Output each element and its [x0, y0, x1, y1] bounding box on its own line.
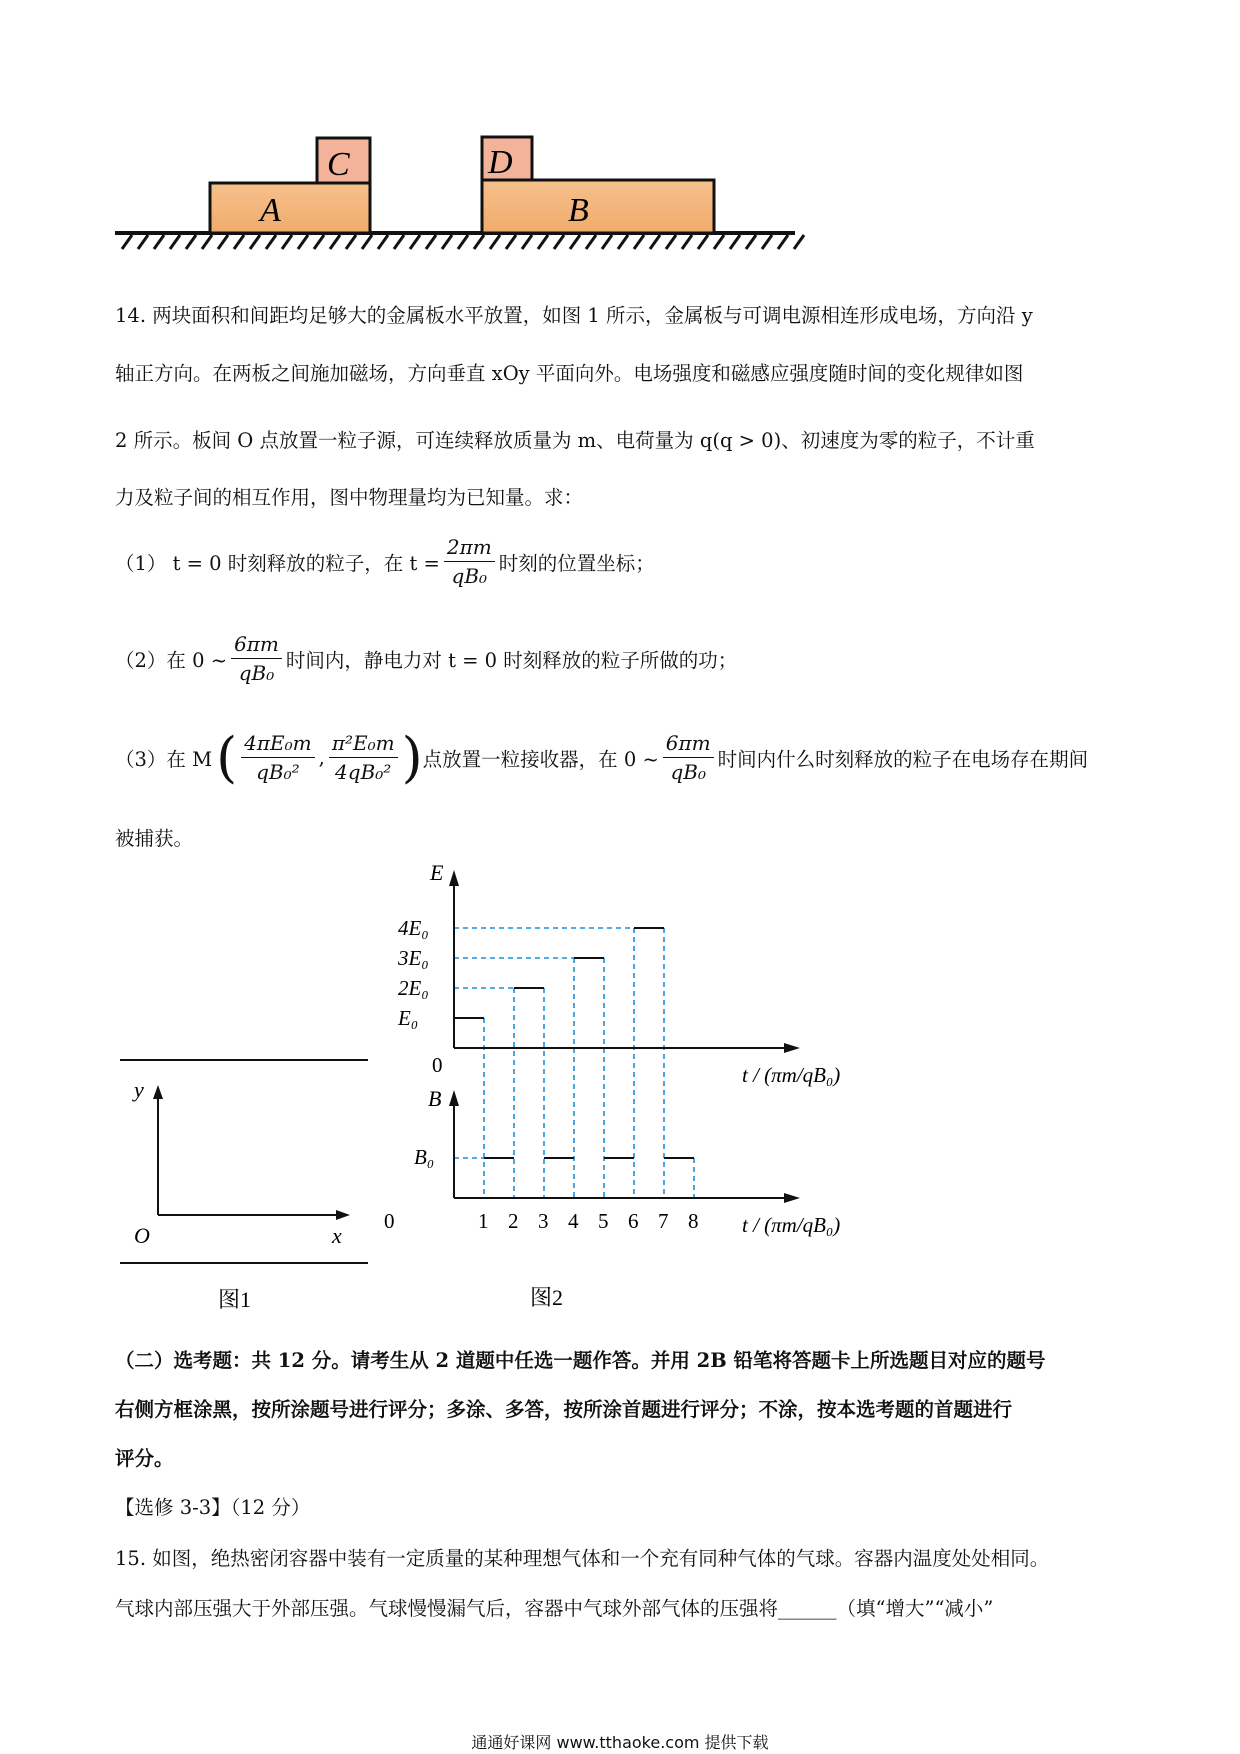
hatch-mark: [458, 235, 468, 249]
hatch-mark: [634, 235, 644, 249]
p1-prefix: （1） t = 0 时刻释放的粒子，在 t =: [115, 551, 440, 575]
e-level-label-1: E₀: [398, 1006, 419, 1030]
fig2-t-arrow-top: [784, 1043, 800, 1053]
hatch-mark: [218, 235, 228, 249]
p3-y-fraction: [329, 731, 398, 784]
page-footer: 通通好课网 www.tthaoke.com 提供下载: [471, 1733, 769, 1752]
t-tick-label: 0: [384, 1209, 395, 1233]
fig2-t-tick-labels: [384, 1209, 699, 1233]
fig1-origin-label: O: [134, 1223, 150, 1248]
hatch-mark: [682, 235, 692, 249]
t-tick-label: 8: [688, 1209, 699, 1233]
hatch-mark: [282, 235, 292, 249]
fig2-caption: 图2: [530, 1285, 564, 1310]
hatch-mark: [426, 235, 436, 249]
hatch-mark: [778, 235, 788, 249]
hatch-mark: [314, 235, 324, 249]
q14-part-2: [115, 632, 737, 685]
fig2-t-unit-top-text: t / (πm/qB₀): [742, 1063, 841, 1087]
figure-1: [110, 1045, 380, 1315]
hatch-mark: [394, 235, 404, 249]
p3-x-num: 4πE₀m: [241, 731, 314, 758]
q14-line-3: 2 所示。板间 O 点放置一粒子源，可连续释放质量为 m、电荷量为 q(q > 0)、初速度为零的粒子，不计重: [115, 429, 1035, 452]
hatch-mark: [474, 235, 484, 249]
q14-part-3: [115, 726, 1088, 789]
p2-fraction-den: qB₀: [238, 661, 275, 685]
hatch-mark: [554, 235, 564, 249]
blocks-figure: [110, 125, 800, 265]
t-tick-label: 3: [538, 1209, 549, 1233]
fig2-t-unit-bottom-text: t / (πm/qB₀): [742, 1213, 841, 1237]
t-tick-label: 4: [568, 1209, 579, 1233]
hatch-mark: [122, 235, 132, 249]
hatch-mark: [730, 235, 740, 249]
p3-fraction-den: qB₀: [670, 760, 706, 784]
e-level-label-4: 4E₀: [398, 916, 429, 940]
fig1-x-arrow: [336, 1210, 350, 1220]
p3-right-paren: ): [401, 726, 423, 789]
p3-fraction-num: 6πm: [663, 731, 714, 758]
p2-fraction: [231, 632, 282, 685]
q15-line-1: 15. 如图，绝热密闭容器中装有一定质量的某种理想气体和一个充有同种气体的气球。容器内温度处处相同。: [115, 1547, 1050, 1570]
hatch-mark: [570, 235, 580, 249]
p3-x-den: qB₀²: [256, 760, 300, 784]
hatch-mark: [250, 235, 260, 249]
hatch-mark: [714, 235, 724, 249]
t-tick-label: 1: [478, 1209, 489, 1233]
t-tick-label: 2: [508, 1209, 519, 1233]
fig2-origin-label: 0: [432, 1053, 443, 1077]
hatch-mark: [666, 235, 676, 249]
hatch-mark: [378, 235, 388, 249]
p3-left-paren: (: [216, 726, 238, 789]
hatch-mark: [330, 235, 340, 249]
fig2-t-arrow-bottom: [784, 1193, 800, 1203]
fig2-e-axis-label: E: [430, 860, 444, 885]
fig2-b-level-label: B₀: [414, 1145, 435, 1169]
q14-line-2: 轴正方向。在两板之间施加磁场，方向垂直 xOy 平面向外。电场强度和磁感应强度随时间的变化规律如图: [115, 362, 1024, 385]
hatch-mark: [650, 235, 660, 249]
p3-y-num: π²E₀m: [329, 731, 398, 758]
hatch-mark: [186, 235, 196, 249]
fig1-y-arrow: [153, 1085, 163, 1099]
q14-line-4: 力及粒子间的相互作用，图中物理量均为已知量。求：: [115, 486, 584, 509]
hatch-mark: [490, 235, 500, 249]
fig1-y-label: y: [134, 1077, 144, 1102]
hatch-mark: [538, 235, 548, 249]
t-tick-label: 5: [598, 1209, 609, 1233]
fig2-b-arrow: [449, 1090, 459, 1106]
p1-fraction: [444, 535, 495, 588]
p1-fraction-den: qB₀: [451, 564, 488, 588]
hatch-mark: [618, 235, 628, 249]
hatch-mark: [170, 235, 180, 249]
ground-hatching: [122, 235, 804, 249]
hatch-mark: [602, 235, 612, 249]
p3-prefix: （3）在 M: [115, 747, 213, 771]
p3-middle: 点放置一粒接收器，在 0 ~: [422, 747, 659, 771]
hatch-mark: [586, 235, 596, 249]
p2-suffix: 时间内，静电力对 t = 0 时刻释放的粒子所做的功；: [285, 648, 738, 672]
block-c-label: C: [327, 146, 350, 183]
hatch-mark: [410, 235, 420, 249]
t-tick-label: 6: [628, 1209, 639, 1233]
q15-line-2: 气球内部压强大于外部压强。气球慢慢漏气后，容器中气球外部气体的压强将______（填“增大”“减小”: [115, 1597, 994, 1620]
hatch-mark: [794, 235, 804, 249]
block-d-label: D: [488, 144, 513, 181]
hatch-mark: [234, 235, 244, 249]
hatch-mark: [202, 235, 212, 249]
q14-part-3-end: 被捕获。: [115, 827, 194, 850]
fig2-e-level-labels: [397, 916, 429, 1030]
t-tick-label: 7: [658, 1209, 669, 1233]
p2-fraction-num: 6πm: [231, 632, 282, 659]
block-a: [210, 183, 370, 233]
hatch-mark: [154, 235, 164, 249]
p3-x-fraction: [241, 731, 314, 784]
section2-line-3: 评分。: [115, 1447, 174, 1470]
fig1-caption: 图1: [218, 1287, 252, 1312]
elective-title: 【选修 3-3】（12 分）: [115, 1496, 311, 1519]
hatch-mark: [298, 235, 308, 249]
p1-suffix: 时刻的位置坐标；: [498, 551, 655, 575]
e-level-label-2: 2E₀: [398, 976, 429, 1000]
hatch-mark: [138, 235, 148, 249]
p3-y-den: 4qB₀²: [335, 760, 392, 784]
p2-prefix: （2）在 0 ~: [115, 648, 228, 672]
hatch-mark: [266, 235, 276, 249]
q14-line-1: 14. 两块面积和间距均足够大的金属板水平放置，如图 1 所示，金属板与可调电源相连形成电场，方向沿 y: [115, 304, 1033, 327]
hatch-mark: [762, 235, 772, 249]
p3-suffix: 时间内什么时刻释放的粒子在电场存在期间: [717, 747, 1089, 771]
q14-part-1: [115, 535, 655, 588]
p3-comma: ,: [318, 746, 325, 769]
hatch-mark: [442, 235, 452, 249]
figure-2: [384, 860, 850, 1315]
fig2-e-arrow: [449, 870, 459, 886]
hatch-mark: [506, 235, 516, 249]
block-a-label: A: [260, 192, 281, 229]
p1-fraction-num: 2πm: [444, 535, 495, 562]
fig2-t-unit-top: [742, 1063, 840, 1087]
hatch-mark: [746, 235, 756, 249]
fig2-b-axis-label: B: [428, 1086, 442, 1111]
fig1-x-label: x: [332, 1223, 342, 1248]
hatch-mark: [698, 235, 708, 249]
section2-line-1: （二）选考题：共 12 分。请考生从 2 道题中任选一题作答。并用 2B 铅笔将答题卡上所选题目对应的题号: [115, 1349, 1046, 1372]
p3-fraction: [663, 731, 714, 784]
fig2-t-unit-bottom: [742, 1213, 840, 1237]
block-b: [482, 180, 714, 233]
e-level-label-3: 3E₀: [398, 946, 429, 970]
hatch-mark: [346, 235, 356, 249]
section2-line-2: 右侧方框涂黑，按所涂题号进行评分；多涂、多答，按所涂首题进行评分；不涂，按本选考题的首题进行: [115, 1398, 1013, 1421]
hatch-mark: [362, 235, 372, 249]
hatch-mark: [522, 235, 532, 249]
block-b-label: B: [568, 192, 589, 229]
